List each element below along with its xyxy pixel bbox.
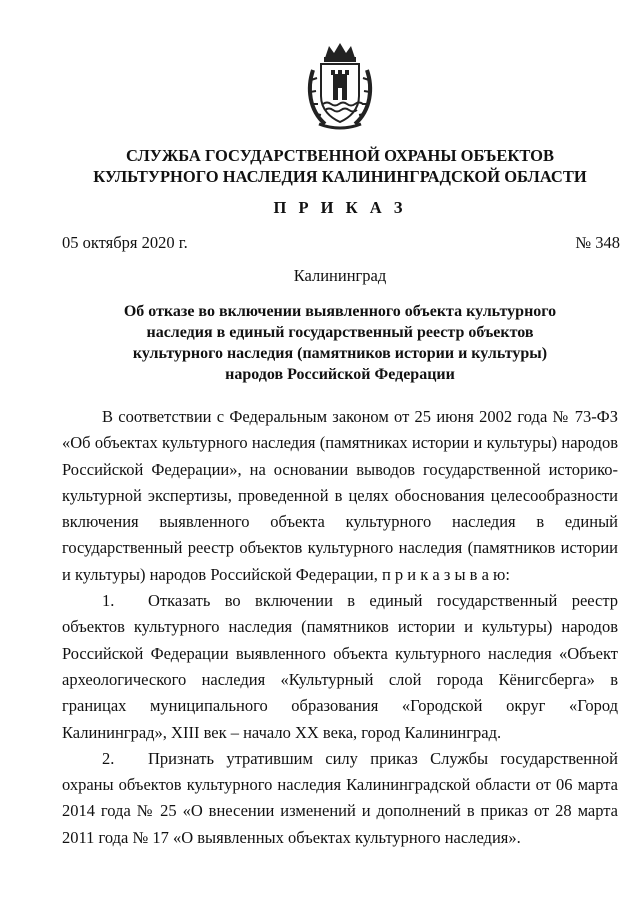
coat-of-arms-icon [303,40,377,132]
document-city: Калининград [293,266,387,285]
document-type-title: П Р И К А З [273,198,407,217]
document-date: 05 октября 2020 г. [62,233,188,252]
order-item-1 [62,588,618,746]
subject-line4: народов Российской Федерации [225,366,455,383]
organization-name-line2: КУЛЬТУРНОГО НАСЛЕДИЯ КАЛИНИНГРАДСКОЙ ОБЛАСТИ [93,167,587,186]
subject-line3: культурного наследия (памятников истории и культуры) [132,345,548,362]
order-item-2-number: 2. [102,748,115,768]
order-item-1-text: Отказать во включении в единый государственный реестр объектов культурного наследия (памятников истории и культуры) народов Российской Федерации выявленного объекта культурного наследия «Объект археологического наследия «Культурный слой города Кёнигсберга» в границах муниципального образования «Городской округ «Город Калининград», XIII век – начало XX века, город Калининград. [62,591,618,742]
order-item-2 [62,746,618,851]
order-item-2-text: Признать утратившим силу приказ Службы государственной охраны объектов культурного наследия Калининградской области от 06 марта 2014 года № 25 «О внесении изменений и дополнений в приказ от 28 марта 2011 года № 17 «О выявленных объектах культурного наследия». [62,748,618,847]
organization-name [60,145,620,187]
document-number: № 348 [575,233,620,252]
document-subject [110,301,570,385]
organization-name-line1: СЛУЖБА ГОСУДАРСТВЕННОЙ ОХРАНЫ ОБЪЕКТОВ [125,146,554,165]
document-body [62,404,618,851]
subject-line2: наследия в единый государственный реестр объектов [146,324,534,341]
subject-line1: Об отказе во включении выявленного объекта культурного [123,303,557,320]
order-item-1-number: 1. [102,591,115,611]
preamble-paragraph: В соответствии с Федеральным законом от 25 июня 2002 года № 73-ФЗ «Об объектах культурного наследия (памятниках истории и культуры) народов Российской Федерации», на основании выводов государственной историко-культурной экспертизы, проведенной в целях обоснования целесообразности включения выявленного объекта культурного наследия в единый государственный реестр объектов культурного наследия (памятников истории и культуры) народов Российской Федерации, п р и к а з ы в а ю: [62,407,618,584]
